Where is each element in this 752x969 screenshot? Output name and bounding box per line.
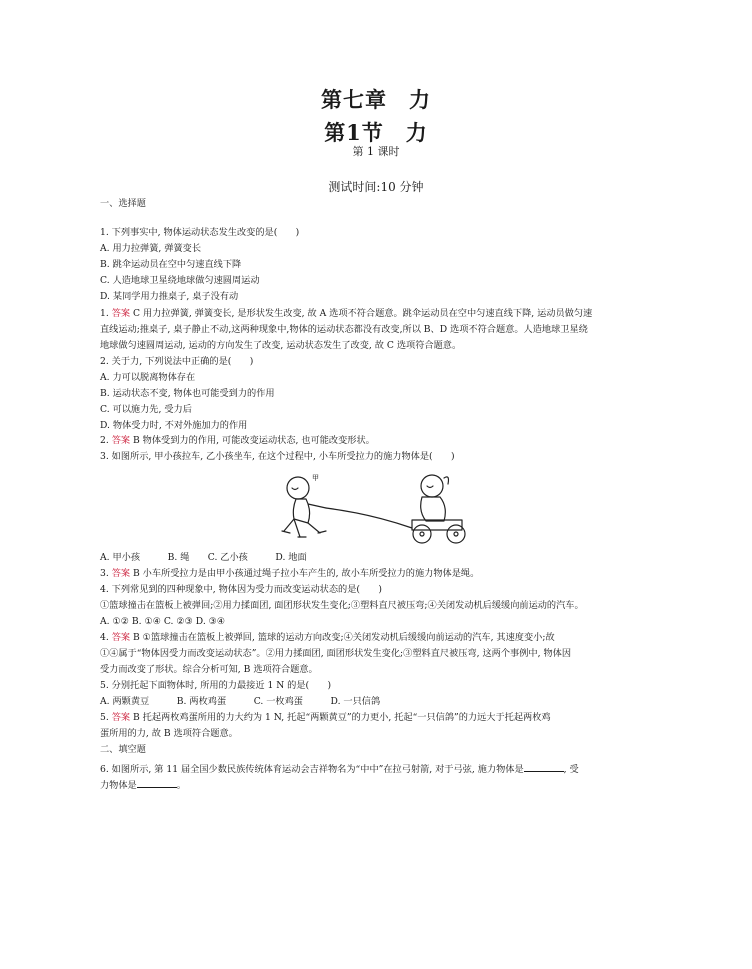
q3-options: A. 甲小孩 B. 绳 C. 乙小孩 D. 地面 bbox=[100, 552, 307, 563]
q2-option-d: D. 物体受力时, 不对外施加力的作用 bbox=[100, 420, 248, 431]
figure-label-jia: 甲 bbox=[312, 474, 319, 482]
q5-options: A. 两颗黄豆 B. 两枚鸡蛋 C. 一枚鸡蛋 D. 一只信鸽 bbox=[100, 696, 381, 707]
answer-label: 答案 bbox=[111, 632, 131, 643]
test-time: 测试时间:10 分钟 bbox=[328, 180, 424, 194]
kids-pulling-cart-figure bbox=[272, 468, 480, 548]
section-fill: 二、填空题 bbox=[100, 744, 146, 755]
q5-stem: 5. 分别托起下面物体时, 所用的力最接近 1 N 的是( ) bbox=[100, 680, 332, 691]
q1-option-a: A. 用力拉弹簧, 弹簧变长 bbox=[100, 243, 202, 254]
puller-face bbox=[292, 488, 298, 490]
q2-option-c: C. 可以施力先, 受力后 bbox=[100, 404, 192, 415]
cart-axle-left bbox=[420, 532, 424, 536]
q6-stem: 6. 如图所示, 第 11 届全国少数民族传统体育运动会吉祥物名为“中中”在拉弓射箭, 对于弓弦, 施力物体是 , 受 bbox=[100, 764, 579, 775]
puller-arm bbox=[308, 504, 326, 508]
q5-answer: 5. 答案 B 托起两枚鸡蛋所用的力大约为 1 N, 托起“两颗黄豆”的力更小, 托起“一只信鸽”的力远大于托起两枚鸡 bbox=[100, 712, 551, 723]
rider-head bbox=[421, 475, 443, 497]
q3-stem: 3. 如图所示, 甲小孩拉车, 乙小孩坐车, 在这个过程中, 小车所受拉力的施力物体是( ) bbox=[100, 451, 455, 462]
q4-stem: 4. 下列常见到的四种现象中, 物体因为受力而改变运动状态的是( ) bbox=[100, 584, 382, 595]
rider-body bbox=[421, 497, 446, 521]
q1-answer-line3: 地球做匀速圆周运动, 运动的方向发生了改变, 运动状态发生了改变, 故 C 选项符合题意。 bbox=[100, 340, 462, 351]
q5-answer-line2: 蛋所用的力, 故 B 选项符合题意。 bbox=[100, 728, 238, 739]
q4-answer-line3: 受力而改变了形状。综合分析可知, B 选项符合题意。 bbox=[100, 664, 318, 675]
chapter-title: 第七章 力 bbox=[321, 87, 431, 112]
q1-stem: 1. 下列事实中, 物体运动状态发生改变的是( ) bbox=[100, 227, 300, 238]
q4-options: A. ①② B. ①④ C. ②③ D. ③④ bbox=[100, 616, 226, 627]
answer-label: 答案 bbox=[111, 568, 131, 579]
answer-label: 答案 bbox=[111, 712, 131, 723]
q3-answer: 3. 答案 B 小车所受拉力是由甲小孩通过绳子拉小车产生的, 故小车所受拉力的施力物体是绳。 bbox=[100, 568, 480, 579]
q2-option-b: B. 运动状态不变, 物体也可能受到力的作用 bbox=[100, 388, 275, 399]
q1-option-d: D. 某同学用力推桌子, 桌子没有动 bbox=[100, 291, 239, 302]
q4-items: ①篮球撞击在篮板上被弹回;②用力揉面团, 面团形状发生变化;③塑料直尺被压弯;④关闭发动机后缓缓向前运动的汽车。 bbox=[100, 600, 584, 611]
q6-blank-1[interactable] bbox=[524, 762, 564, 772]
q2-answer: 2. 答案 B 物体受到力的作用, 可能改变运动状态, 也可能改变形状。 bbox=[100, 435, 375, 446]
cart-wheel-right bbox=[447, 525, 465, 543]
q2-option-a: A. 力可以脱离物体存在 bbox=[100, 372, 196, 383]
puller-body bbox=[293, 499, 309, 523]
lesson-label: 第 1 课时 bbox=[352, 145, 400, 158]
q6-stem-line2: 力物体是 。 bbox=[100, 780, 186, 791]
section-choice: 一、选择题 bbox=[100, 198, 146, 209]
q1-option-c: C. 人造地球卫星绕地球做匀速圆周运动 bbox=[100, 275, 260, 286]
q6-blank-2[interactable] bbox=[137, 778, 177, 788]
rider-face bbox=[427, 486, 433, 488]
q2-stem: 2. 关于力, 下列说法中正确的是( ) bbox=[100, 356, 254, 367]
answer-label: 答案 bbox=[111, 308, 131, 319]
section-title: 第1节 力 bbox=[324, 120, 428, 145]
cart-wheel-left bbox=[413, 525, 431, 543]
q1-answer: 1. 答案 C 用力拉弹簧, 弹簧变长, 是形状发生改变, 故 A 选项不符合题意。跳伞运动员在空中匀速直线下降, 运动员做匀速 bbox=[100, 308, 593, 319]
answer-label: 答案 bbox=[111, 435, 131, 446]
cart-axle-right bbox=[454, 532, 458, 536]
q4-answer-line2: ①④属于“物体因受力而改变运动状态”。②用力揉面团, 面团形状发生变化;③塑料直尺被压弯, 这两个事例中, 物体因 bbox=[100, 648, 572, 659]
q4-answer: 4. 答案 B ①篮球撞击在篮板上被弹回, 篮球的运动方向改变;④关闭发动机后缓缓向前运动的汽车, 其速度变小;故 bbox=[100, 632, 555, 643]
q1-option-b: B. 跳伞运动员在空中匀速直线下降 bbox=[100, 259, 242, 270]
rope bbox=[326, 508, 412, 528]
q1-answer-line2: 直线运动;推桌子, 桌子静止不动,这两种现象中,物体的运动状态都没有改变,所以 B、D 选项不符合题意。人造地球卫星绕 bbox=[100, 324, 588, 335]
rider-hand-motion bbox=[444, 477, 449, 484]
